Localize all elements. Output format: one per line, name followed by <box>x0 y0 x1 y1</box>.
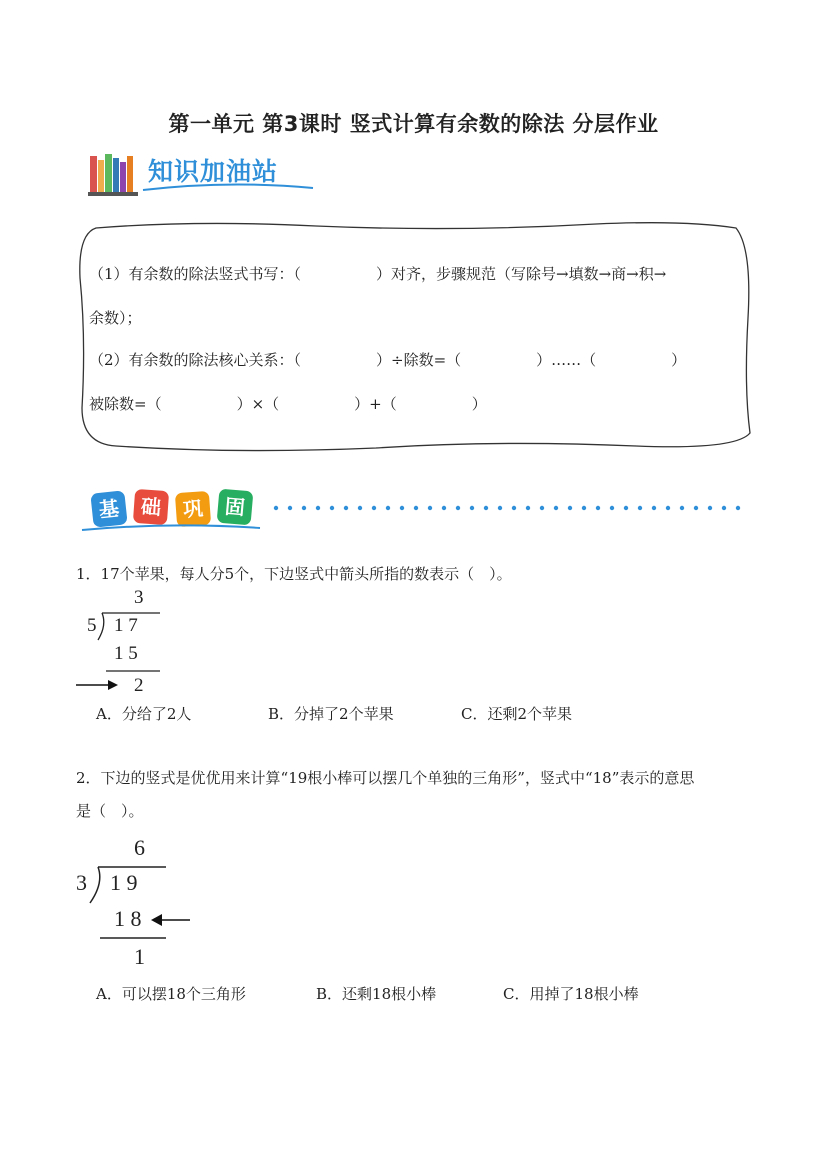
q2-quotient: 6 <box>134 835 145 860</box>
q2-option-c[interactable]: C．用掉了18根小棒 <box>503 985 639 1003</box>
q1-option-b[interactable]: B．分掉了2个苹果 <box>268 705 394 723</box>
knowledge-line-4: 被除数=（ ）×（ ）+（ ） <box>89 395 487 413</box>
basic-banner-char-1: 基 <box>90 490 127 527</box>
question-1-long-division <box>80 585 180 697</box>
basic-banner-char-3: 巩 <box>175 491 211 527</box>
q1-product: 1 5 <box>114 643 138 664</box>
knowledge-line-1: （1）有余数的除法竖式书写：（ ）对齐，步骤规范（写除号→填数→商→积→ <box>89 265 667 283</box>
arrow-right-icon <box>74 677 130 693</box>
question-2-text-line-1: 2．下边的竖式是优优用来计算“19根小棒可以摆几个单独的三角形”，竖式中“18”表示的意思 <box>76 769 695 787</box>
page-title: 第一单元 第3课时 竖式计算有余数的除法 分层作业 <box>168 112 659 136</box>
q2-remainder: 1 <box>134 944 145 969</box>
knowledge-line-2: 余数）； <box>89 309 142 327</box>
knowledge-box-frame <box>76 218 756 458</box>
q2-dividend: 1 9 <box>110 870 138 895</box>
basic-banner-char-4: 固 <box>217 489 254 526</box>
arrow-left-icon <box>148 911 192 929</box>
q2-divisor: 3 <box>76 870 87 895</box>
q2-option-b[interactable]: B．还剩18根小棒 <box>316 985 437 1003</box>
q2-option-a[interactable]: A．可以摆18个三角形 <box>96 985 246 1003</box>
banner-dotted-line <box>80 500 750 536</box>
q1-remainder: 2 <box>134 675 144 696</box>
q2-division-bracket <box>74 833 204 973</box>
question-2-long-division <box>74 833 204 973</box>
q2-product: 1 8 <box>114 906 142 931</box>
knowledge-line-3: （2）有余数的除法核心关系：（ ）÷除数=（ ）……（ ） <box>89 351 687 369</box>
basic-banner-char-2: 础 <box>133 489 169 525</box>
q1-quotient: 3 <box>134 587 144 608</box>
q1-option-a[interactable]: A．分给了2人 <box>96 705 192 723</box>
question-2-text-line-2: 是（ ）。 <box>76 802 144 820</box>
q1-divisor: 5 <box>87 615 97 636</box>
knowledge-banner: 知识加油站 <box>148 157 279 186</box>
question-1-text: 1．17个苹果，每人分5个，下边竖式中箭头所指的数表示（ ）。 <box>76 565 512 583</box>
q1-option-c[interactable]: C．还剩2个苹果 <box>461 705 573 723</box>
q1-dividend: 1 7 <box>114 615 138 636</box>
